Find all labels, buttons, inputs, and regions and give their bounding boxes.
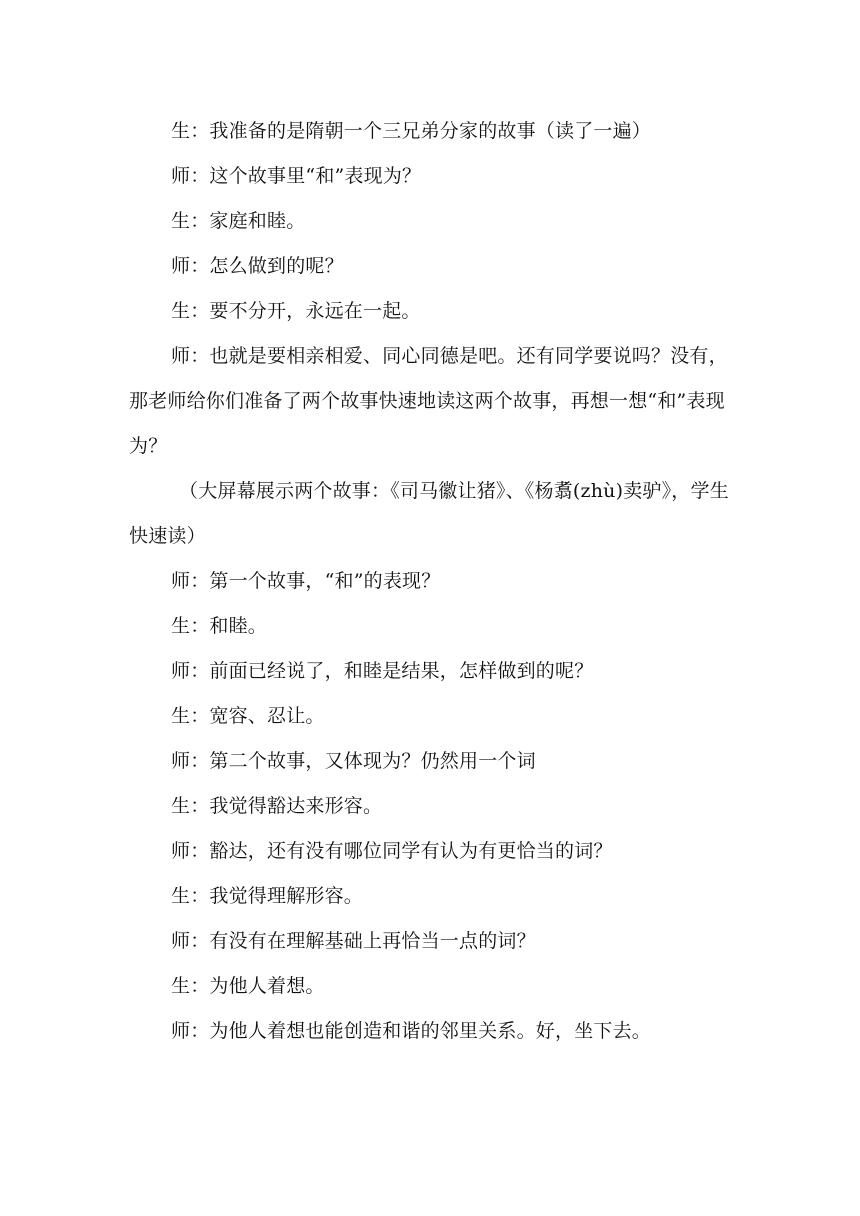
- dialogue-line: 师：第一个故事，“和”的表现？: [171, 570, 441, 592]
- dialogue-line: 生：家庭和睦。: [171, 210, 306, 232]
- dialogue-line: 师：前面已经说了，和睦是结果，怎样做到的呢？: [171, 660, 594, 682]
- dialogue-line: 生：要不分开，永远在一起。: [171, 300, 421, 322]
- dialogue-line: 师：有没有在理解基础上再恰当一点的词？: [171, 930, 536, 952]
- dialogue-line: 生：和睦。: [171, 615, 268, 637]
- dialogue-line: 生：我准备的是隋朝一个三兄弟分家的故事（读了一遍）: [171, 120, 652, 142]
- dialogue-line: 师：为他人着想也能创造和谐的邻里关系。好，坐下去。: [171, 1020, 652, 1042]
- dialogue-line: 生：宽容、忍让。: [171, 705, 325, 727]
- dialogue-line: 师：这个故事里“和”表现为？: [171, 165, 422, 187]
- transcript-body: [129, 109, 733, 1054]
- dialogue-line: 生：我觉得豁达来形容。: [171, 795, 383, 817]
- dialogue-line: 生：我觉得理解形容。: [171, 885, 364, 907]
- dialogue-line: 师：豁达，还有没有哪位同学有认为有更恰当的词？: [171, 840, 613, 862]
- dialogue-line: 师：怎么做到的呢？: [171, 255, 344, 277]
- dialogue-line: 师：第二个故事，又体现为？仍然用一个词: [171, 750, 536, 772]
- stage-direction: （大屏幕展示两个故事：《司马徽让猪》、《杨翥(zhù)卖驴》，学生快速读）: [129, 480, 729, 547]
- dialogue-line: 生：为他人着想。: [171, 975, 325, 997]
- dialogue-line: 师：也就是要相亲相爱、同心同德是吧。还有同学要说吗？没有，那老师给你们准备了两个故事快速地读这两个故事，再想一想“和”表现为？: [129, 345, 728, 457]
